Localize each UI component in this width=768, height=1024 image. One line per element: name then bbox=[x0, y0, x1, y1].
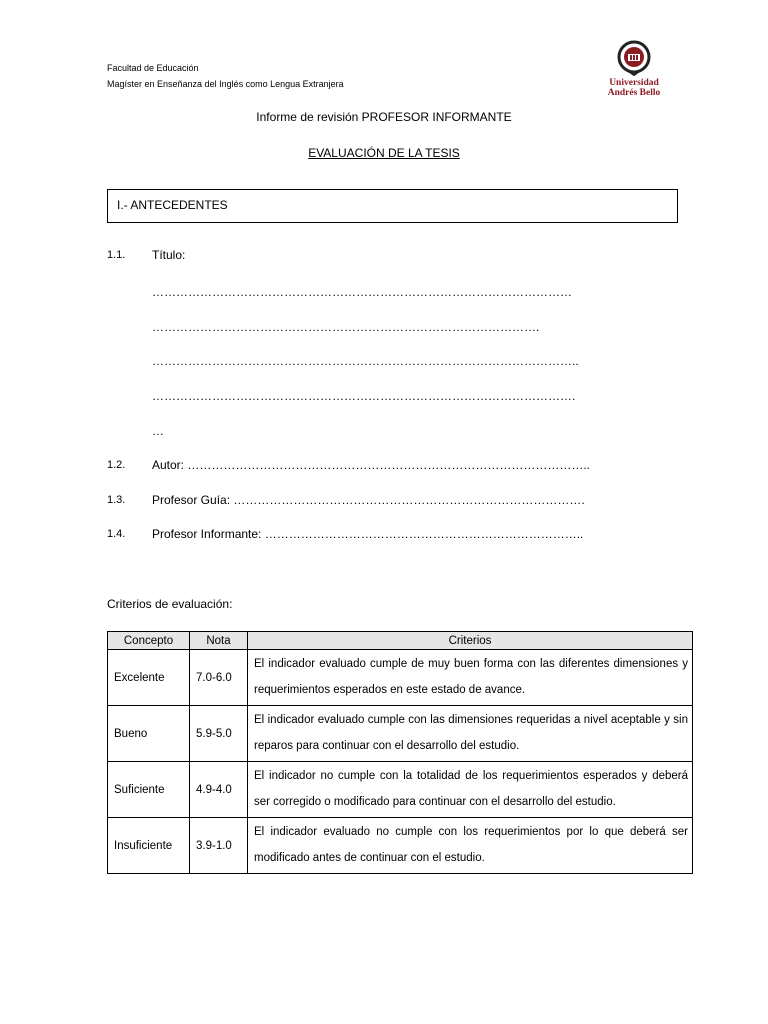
criteria-cell: El indicador evaluado cumple de muy buen forma con las diferentes dimensiones y requerimientos esperados en este estado de avance. bbox=[248, 650, 693, 706]
titulo-line[interactable]: …………………………………………………………………………………………… bbox=[152, 285, 572, 299]
table-row bbox=[108, 650, 693, 706]
autor-number: 1.2. bbox=[107, 459, 126, 471]
concept-cell: Excelente bbox=[108, 650, 190, 706]
titulo-number: 1.1. bbox=[107, 249, 126, 261]
criteria-cell: El indicador no cumple con la totalidad de los requerimientos esperados y deberá ser corregido o modificado para continuar con el desarrollo del estudio. bbox=[248, 762, 693, 818]
autor-field[interactable]: Autor: ……………………………………………………………………………………….. bbox=[152, 458, 591, 472]
concept-cell: Suficiente bbox=[108, 762, 190, 818]
nota-cell: 4.9-4.0 bbox=[190, 762, 248, 818]
report-title: Informe de revisión PROFESOR INFORMANTE bbox=[256, 110, 512, 124]
titulo-line[interactable]: ……………………………………………………………………………………. bbox=[152, 320, 540, 334]
table-row bbox=[108, 762, 693, 818]
column-header-nota: Nota bbox=[190, 632, 248, 650]
criteria-cell: El indicador evaluado no cumple con los requerimientos por lo que deberá ser modificado antes de continuar con el estudio. bbox=[248, 818, 693, 874]
guia-number: 1.3. bbox=[107, 494, 126, 506]
titulo-label: Título: bbox=[152, 248, 186, 262]
evaluation-title: EVALUACIÓN DE LA TESIS bbox=[308, 146, 460, 160]
logo-wordmark bbox=[598, 78, 670, 98]
nota-cell: 5.9-5.0 bbox=[190, 706, 248, 762]
faculty-name: Facultad de Educación bbox=[107, 63, 199, 73]
profesor-informante-field[interactable]: Profesor Informante: …………………………………………………………………….. bbox=[152, 527, 584, 541]
profesor-guia-field[interactable]: Profesor Guía: ……………………………………………………………………………. bbox=[152, 493, 585, 507]
titulo-line[interactable]: …………………………………………………………………………………………….. bbox=[152, 354, 579, 368]
nota-cell: 7.0-6.0 bbox=[190, 650, 248, 706]
program-name: Magíster en Enseñanza del Inglés como Lengua Extranjera bbox=[107, 79, 344, 89]
criteria-heading: Criterios de evaluación: bbox=[107, 597, 233, 611]
table-row bbox=[108, 706, 693, 762]
informante-number: 1.4. bbox=[107, 528, 126, 540]
section-heading: I.- ANTECEDENTES bbox=[117, 198, 228, 212]
concept-cell: Insuficiente bbox=[108, 818, 190, 874]
criteria-table bbox=[107, 631, 693, 874]
logo-line-1: Universidad bbox=[609, 78, 659, 88]
table-header-row bbox=[108, 632, 693, 650]
criteria-cell: El indicador evaluado cumple con las dimensiones requeridas a nivel aceptable y sin reparos para continuar con el desarrollo del estudio. bbox=[248, 706, 693, 762]
university-logo bbox=[598, 40, 670, 98]
nota-cell: 3.9-1.0 bbox=[190, 818, 248, 874]
column-header-concepto: Concepto bbox=[108, 632, 190, 650]
header-institution bbox=[107, 60, 344, 92]
section-heading-box bbox=[107, 189, 678, 223]
table-row bbox=[108, 818, 693, 874]
concept-cell: Bueno bbox=[108, 706, 190, 762]
column-header-criterios: Criterios bbox=[248, 632, 693, 650]
titulo-line[interactable]: … bbox=[152, 424, 164, 438]
university-seal-icon bbox=[617, 40, 651, 76]
logo-line-2: Andrés Bello bbox=[607, 88, 661, 98]
titulo-line[interactable]: ……………………………………………………………………………………………. bbox=[152, 389, 576, 403]
